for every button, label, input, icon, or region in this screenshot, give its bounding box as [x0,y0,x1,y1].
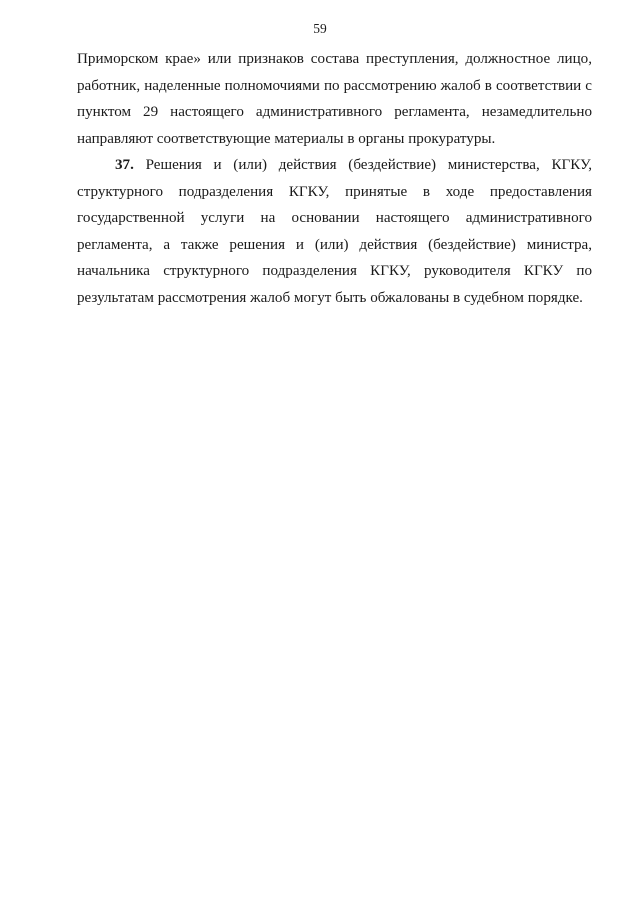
paragraph-text: Решения и (или) действия (бездействие) министерства, КГКУ, структурного подразделения КГКУ, принятые в ходе предоставления государственной услуги на основании настоящего административного регламента, а также решения и (или) действия (бездействие) министра, начальника структурного подразделения КГКУ, руководителя КГКУ по результатам рассмотрения жалоб могут быть обжалованы в судебном порядке. [77,157,592,306]
paragraph-continuation: Приморском крае» или признаков состава преступления, должностное лицо, работник, наделенные полномочиями по рассмотрению жалоб в соответствии с пунктом 29 настоящего административного регламента, незамедлительно направляют соответствующие материалы в органы прокуратуры. [77,51,592,147]
document-body [77,46,592,311]
page-number: 59 [313,21,327,36]
paragraph-number: 37. [115,157,134,173]
paragraph-37 [77,152,592,311]
